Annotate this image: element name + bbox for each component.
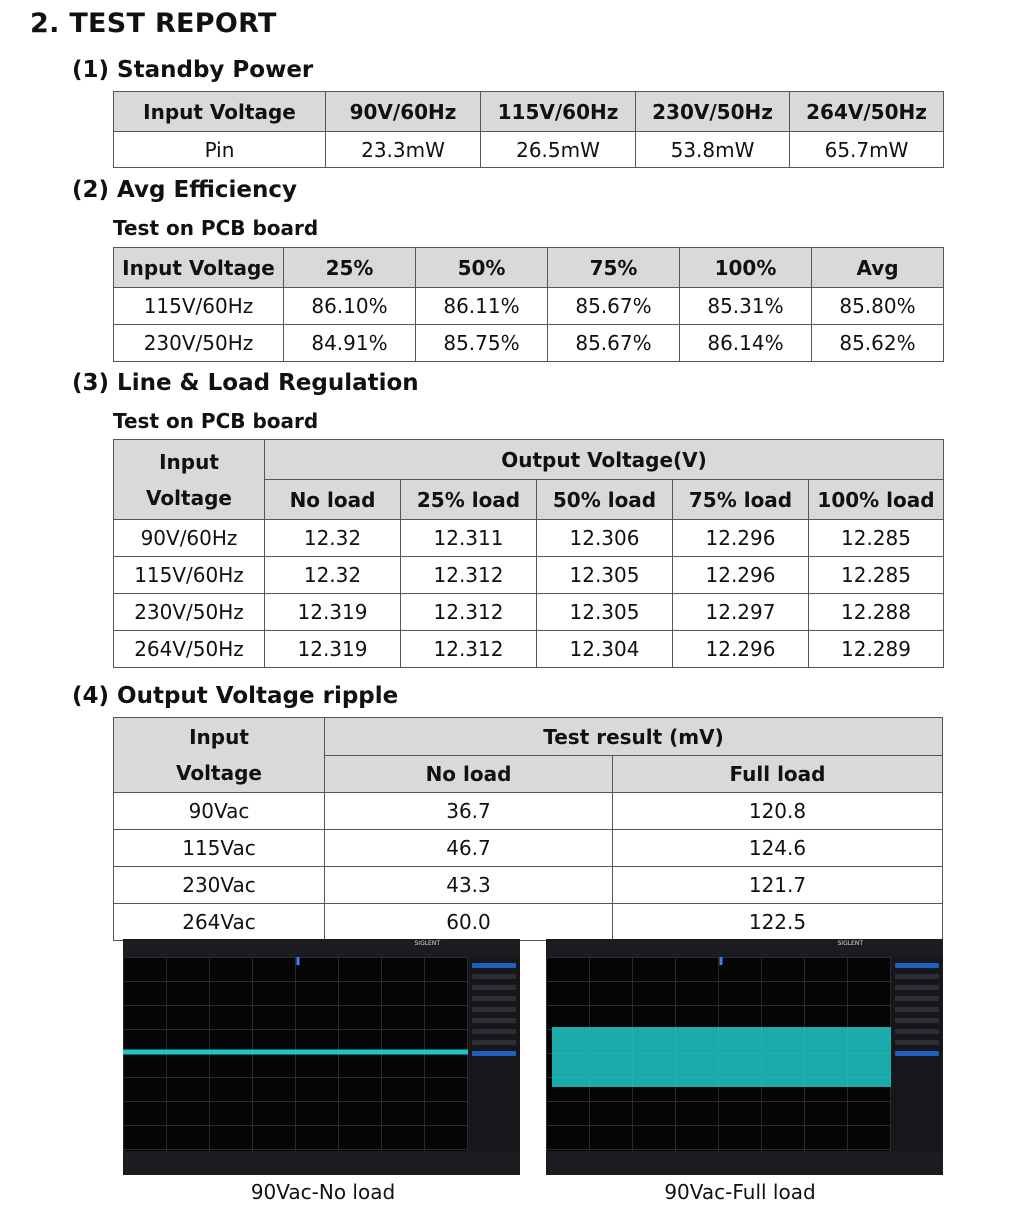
table-cell: 85.62% — [812, 325, 944, 362]
table-row — [114, 830, 943, 867]
input-voltage-header — [114, 440, 265, 520]
header-cell: 100% — [680, 248, 812, 288]
header-cell: Input Voltage — [114, 92, 326, 132]
table-cell: 12.312 — [401, 557, 537, 594]
scope-screenshot-no-load — [123, 939, 520, 1175]
side-panel-item — [472, 1040, 516, 1045]
header-cell: Avg — [812, 248, 944, 288]
header-line: Voltage — [176, 761, 262, 785]
table-cell: 26.5mW — [481, 132, 636, 168]
scope-menu-bar — [546, 939, 943, 957]
table-cell: 85.31% — [680, 288, 812, 325]
side-panel-item — [895, 1029, 939, 1034]
table-cell: 115V/60Hz — [114, 288, 284, 325]
efficiency-subtitle: Test on PCB board — [113, 216, 319, 240]
table-cell: 84.91% — [284, 325, 416, 362]
input-voltage-header — [114, 718, 325, 793]
side-panel-item — [895, 1051, 939, 1056]
side-panel-item — [895, 974, 939, 979]
table-cell: 12.312 — [401, 594, 537, 631]
table-cell: 46.7 — [325, 830, 613, 867]
table-row — [114, 904, 943, 941]
scope-grid — [546, 957, 891, 1151]
table-cell: 115Vac — [114, 830, 325, 867]
table-cell: 12.32 — [265, 520, 401, 557]
standby-table — [113, 91, 944, 168]
table-cell: 12.296 — [673, 631, 809, 668]
header-cell: Input Voltage — [114, 248, 284, 288]
table-cell: 12.311 — [401, 520, 537, 557]
side-panel-item — [895, 985, 939, 990]
caption-full-load: 90Vac-Full load — [664, 1180, 816, 1204]
header-line: Voltage — [146, 485, 232, 510]
table-cell: 124.6 — [613, 830, 943, 867]
table-cell: 23.3mW — [326, 132, 481, 168]
table-cell: 43.3 — [325, 867, 613, 904]
side-panel-item — [895, 1040, 939, 1045]
caption-no-load: 90Vac-No load — [250, 1180, 396, 1204]
table-cell: 86.11% — [416, 288, 548, 325]
scope-screenshot-full-load — [546, 939, 943, 1175]
header-cell: 25% — [284, 248, 416, 288]
table-cell: 12.304 — [537, 631, 673, 668]
test-result-header: Test result (mV) — [325, 718, 943, 756]
side-panel-item — [895, 1018, 939, 1023]
scope-side-panel — [468, 957, 520, 1151]
side-panel-item — [895, 963, 939, 968]
ripple-table — [113, 717, 943, 941]
table-cell: 90Vac — [114, 793, 325, 830]
ripple-header-row — [114, 718, 943, 756]
side-panel-item — [895, 996, 939, 1001]
scope-side-panel — [891, 957, 943, 1151]
table-cell: 12.289 — [809, 631, 944, 668]
table-cell: 60.0 — [325, 904, 613, 941]
table-cell: 230V/50Hz — [114, 594, 265, 631]
header-cell: 100% load — [809, 480, 944, 520]
table-cell: 230Vac — [114, 867, 325, 904]
header-cell: Full load — [613, 756, 943, 793]
table-cell: 12.296 — [673, 520, 809, 557]
table-cell: 12.319 — [265, 594, 401, 631]
scope-brand-logo: SIGLENT — [837, 940, 863, 947]
header-cell: 90V/60Hz — [326, 92, 481, 132]
scope-status-bar — [546, 1151, 943, 1175]
scope-brand-logo: SIGLENT — [414, 940, 440, 947]
header-cell: 115V/60Hz — [481, 92, 636, 132]
header-cell: 25% load — [401, 480, 537, 520]
scope-trace-full-load — [546, 957, 891, 1151]
table-cell: 12.305 — [537, 557, 673, 594]
regulation-header-row — [114, 440, 944, 480]
table-cell: 115V/60Hz — [114, 557, 265, 594]
header-cell: 75% load — [673, 480, 809, 520]
ripple-title: (4) Output Voltage ripple — [72, 683, 399, 709]
standby-header-row — [114, 92, 944, 132]
table-cell: 12.312 — [401, 631, 537, 668]
table-cell: 122.5 — [613, 904, 943, 941]
side-panel-item — [472, 1029, 516, 1034]
side-panel-item — [472, 985, 516, 990]
report-heading: 2. TEST REPORT — [30, 8, 277, 39]
side-panel-item — [472, 963, 516, 968]
waveform-band — [552, 1027, 891, 1087]
side-panel-item — [472, 974, 516, 979]
scope-menu-bar — [123, 939, 520, 957]
table-cell: 85.67% — [548, 288, 680, 325]
table-row — [114, 325, 944, 362]
header-line: Input — [189, 725, 249, 749]
output-voltage-header: Output Voltage(V) — [265, 440, 944, 480]
header-line: Input — [159, 449, 219, 474]
scope-status-bar — [123, 1151, 520, 1175]
table-cell: 121.7 — [613, 867, 943, 904]
regulation-subtitle: Test on PCB board — [113, 409, 319, 433]
table-cell: 12.305 — [537, 594, 673, 631]
table-row — [114, 631, 944, 668]
header-cell: 75% — [548, 248, 680, 288]
table-cell: 86.14% — [680, 325, 812, 362]
table-cell: 12.288 — [809, 594, 944, 631]
standby-title: (1) Standby Power — [72, 57, 314, 83]
table-cell: 12.32 — [265, 557, 401, 594]
efficiency-title: (2) Avg Efficiency — [72, 177, 297, 203]
header-cell: 264V/50Hz — [790, 92, 944, 132]
table-cell: 86.10% — [284, 288, 416, 325]
table-row — [114, 288, 944, 325]
table-row — [114, 520, 944, 557]
side-panel-item — [472, 1007, 516, 1012]
side-panel-item — [472, 996, 516, 1001]
side-panel-item — [895, 1007, 939, 1012]
table-cell: 120.8 — [613, 793, 943, 830]
table-row — [114, 557, 944, 594]
table-row — [114, 793, 943, 830]
header-cell: 50% — [416, 248, 548, 288]
header-cell: No load — [265, 480, 401, 520]
table-row — [114, 594, 944, 631]
table-cell: 12.297 — [673, 594, 809, 631]
table-cell: 230V/50Hz — [114, 325, 284, 362]
table-cell: 53.8mW — [636, 132, 790, 168]
side-panel-item — [472, 1018, 516, 1023]
table-cell: 36.7 — [325, 793, 613, 830]
table-cell: 12.296 — [673, 557, 809, 594]
table-row — [114, 867, 943, 904]
header-cell: 50% load — [537, 480, 673, 520]
table-cell: Pin — [114, 132, 326, 168]
table-cell: 90V/60Hz — [114, 520, 265, 557]
regulation-title: (3) Line & Load Regulation — [72, 370, 419, 396]
table-cell: 12.285 — [809, 520, 944, 557]
header-cell: 230V/50Hz — [636, 92, 790, 132]
table-cell: 12.306 — [537, 520, 673, 557]
table-cell: 12.285 — [809, 557, 944, 594]
table-cell: 65.7mW — [790, 132, 944, 168]
table-cell: 12.319 — [265, 631, 401, 668]
table-row — [114, 132, 944, 168]
table-cell: 85.75% — [416, 325, 548, 362]
scope-trace-no-load — [123, 957, 468, 1151]
side-panel-item — [472, 1051, 516, 1056]
efficiency-header-row — [114, 248, 944, 288]
table-cell: 85.80% — [812, 288, 944, 325]
table-cell: 264Vac — [114, 904, 325, 941]
regulation-table — [113, 439, 944, 668]
header-cell: No load — [325, 756, 613, 793]
table-cell: 264V/50Hz — [114, 631, 265, 668]
table-cell: 85.67% — [548, 325, 680, 362]
scope-grid — [123, 957, 468, 1151]
efficiency-table — [113, 247, 944, 362]
